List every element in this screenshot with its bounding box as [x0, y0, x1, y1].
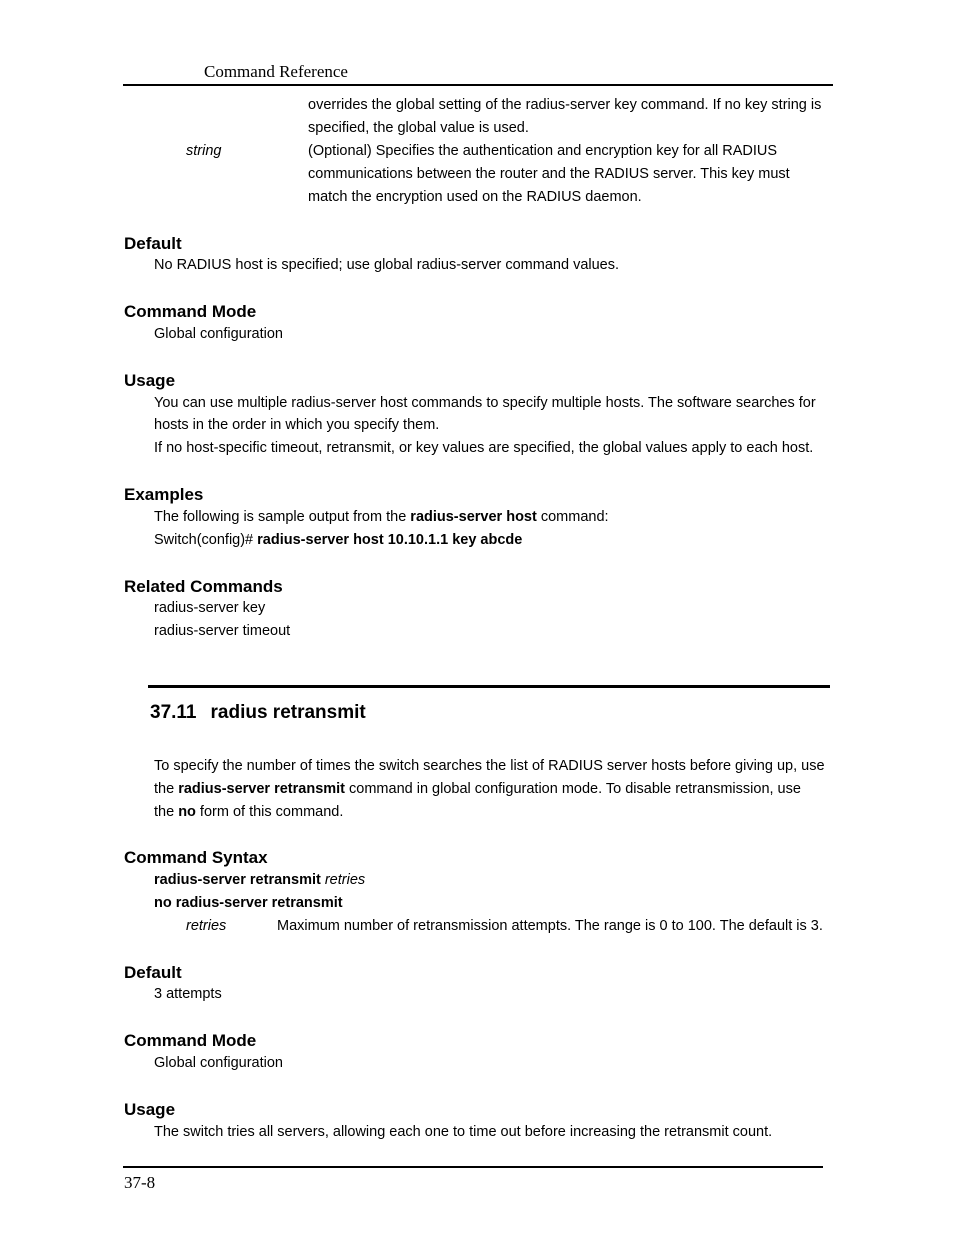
syntax-command-line: radius-server retransmit retries [154, 872, 366, 888]
param-description-line: match the encryption used on the RADIUS daemon. [308, 189, 642, 205]
command-mode-heading: Command Mode [124, 302, 257, 321]
command-mode-text: Global configuration [154, 1055, 283, 1071]
intro-line: To specify the number of times the switch searches the list of RADIUS server hosts before giving up, use [154, 758, 825, 774]
page-number: 37-8 [124, 1173, 156, 1192]
command-mode-heading: Command Mode [124, 1031, 257, 1050]
related-command-item: radius-server key [154, 600, 266, 616]
section-rule [148, 685, 830, 688]
default-text: 3 attempts [154, 986, 222, 1002]
related-command-item: radius-server timeout [154, 623, 291, 639]
usage-heading: Usage [124, 1100, 176, 1119]
running-header: Command Reference [204, 62, 348, 81]
param-name-retries: retries [186, 918, 227, 934]
intro-line: the radius-server retransmit command in global configuration mode. To disable retransmission, use [154, 781, 801, 797]
usage-line: You can use multiple radius-server host commands to specify multiple hosts. The software searches for [154, 395, 816, 411]
section-name: radius retransmit [210, 702, 366, 723]
footer-rule [123, 1166, 823, 1168]
header-rule [123, 84, 833, 86]
param-description-line: communications between the router and the RADIUS server. This key must [308, 166, 790, 182]
related-commands-heading: Related Commands [124, 577, 283, 596]
usage-heading: Usage [124, 371, 176, 390]
intro-line: the no form of this command. [154, 804, 344, 820]
param-description-line: (Optional) Specifies the authentication and encryption key for all RADIUS [308, 143, 778, 159]
examples-heading: Examples [124, 485, 204, 504]
usage-text: The switch tries all servers, allowing each one to time out before increasing the retransmit count. [154, 1124, 773, 1140]
syntax-no-command-line: no radius-server retransmit [154, 895, 343, 911]
param-name-string: string [186, 143, 222, 159]
examples-intro-line: The following is sample output from the radius-server host command: [154, 509, 609, 525]
section-title [150, 702, 366, 724]
default-heading: Default [124, 963, 182, 982]
param-continuation-line: overrides the global setting of the radius-server key command. If no key string is [308, 97, 822, 113]
command-mode-text: Global configuration [154, 326, 283, 342]
example-command-line: Switch(config)# radius-server host 10.10.1.1 key abcde [154, 532, 523, 548]
default-heading: Default [124, 234, 182, 253]
param-description-retries: Maximum number of retransmission attempts. The range is 0 to 100. The default is 3. [277, 918, 823, 934]
usage-line: hosts in the order in which you specify them. [154, 417, 440, 433]
command-syntax-heading: Command Syntax [124, 848, 268, 867]
usage-line: If no host-specific timeout, retransmit, or key values are specified, the global values apply to each host. [154, 440, 814, 456]
default-text: No RADIUS host is specified; use global radius-server command values. [154, 257, 620, 273]
section-number: 37.11 [150, 702, 197, 723]
param-continuation-line: specified, the global value is used. [308, 120, 529, 136]
